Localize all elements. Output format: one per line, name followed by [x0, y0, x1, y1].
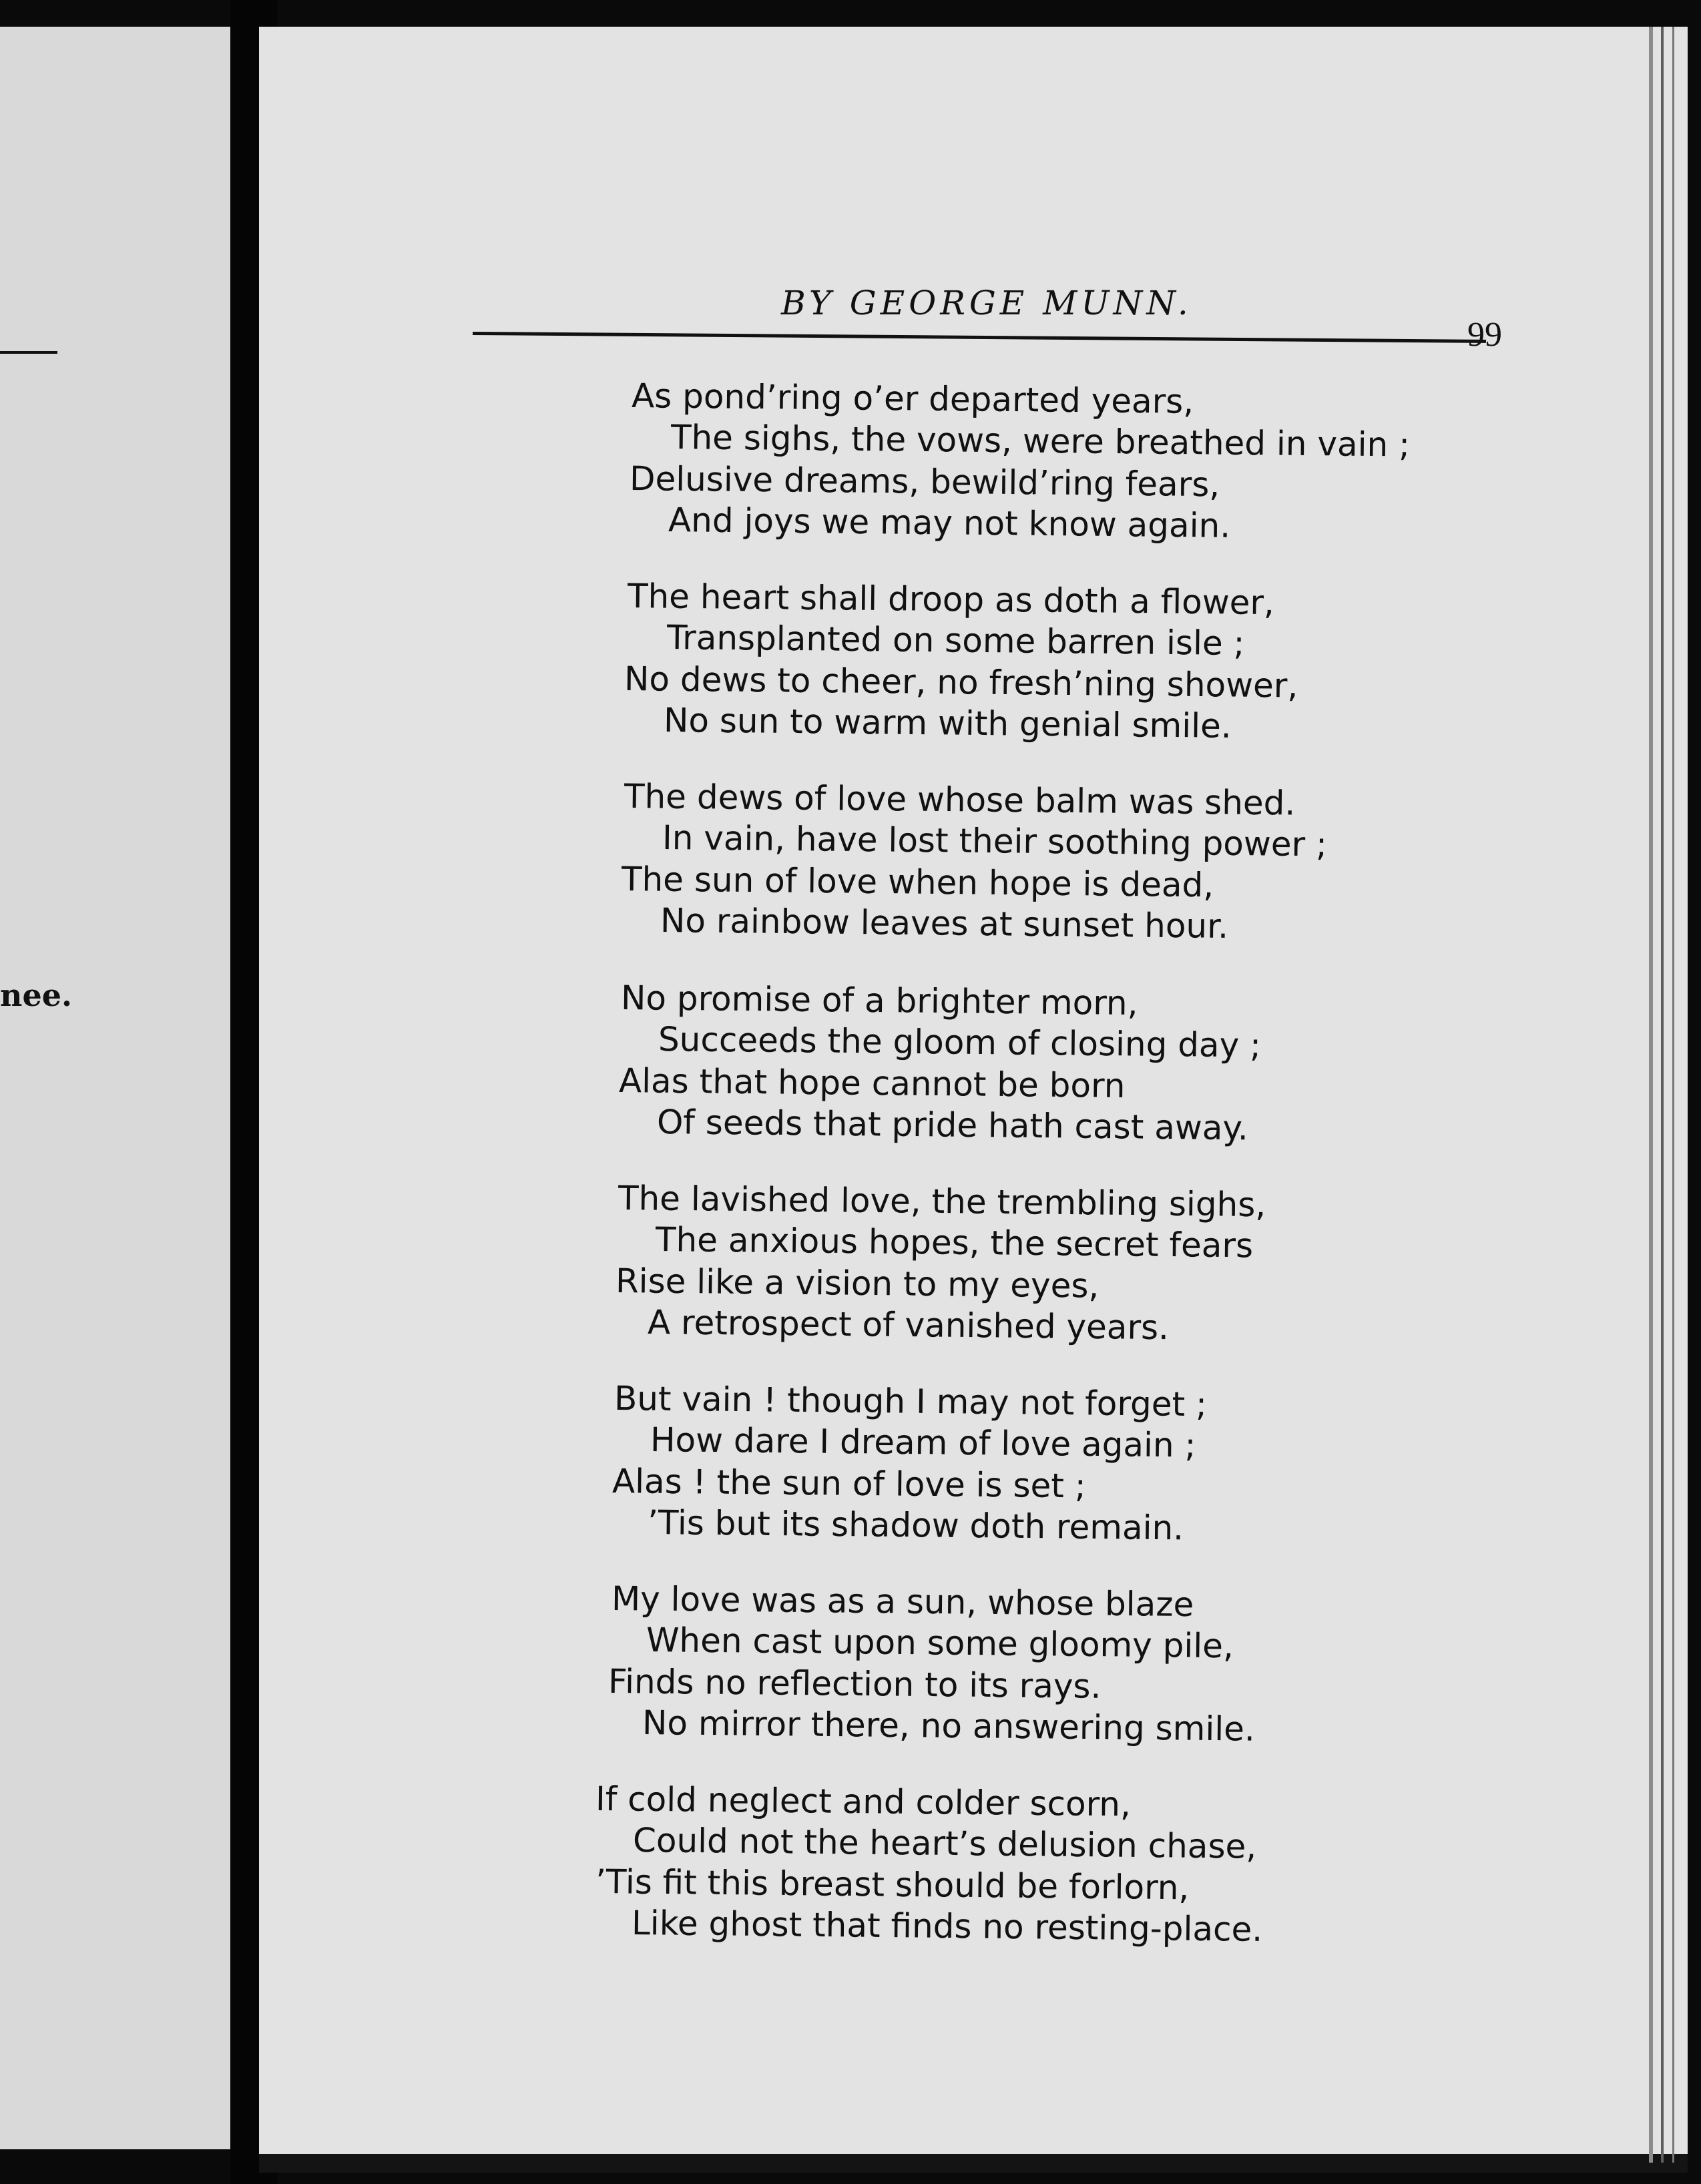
poem-line: The lavished love, the trembling sighs,: [618, 1179, 1266, 1225]
poem-line: Alas ! the sun of love is set ;: [612, 1462, 1086, 1506]
page-edge: [1672, 27, 1674, 2163]
poem-line: The sun of love when hope is dead,: [621, 860, 1214, 905]
page-edge: [1649, 27, 1653, 2163]
poem-line: When cast upon some gloomy pile,: [646, 1621, 1234, 1666]
poem-line: Could not the heart’s delusion chase,: [632, 1821, 1257, 1866]
poem-line: And joys we may not know again.: [668, 501, 1231, 545]
poem-line: No promise of a brighter morn,: [620, 979, 1138, 1023]
poem-line: ’Tis fit this breast should be forlorn,: [595, 1862, 1190, 1908]
poem-line: Finds no reflection to its rays.: [608, 1662, 1102, 1706]
poem-line: But vain ! though I may not forget ;: [614, 1379, 1208, 1424]
poem-line: A retrospect of vanished years.: [647, 1303, 1170, 1348]
page-number: 99: [1467, 316, 1502, 354]
poem-line: My love was as a sun, whose blaze: [611, 1579, 1194, 1625]
poem-line: Alas that hope cannot be born: [618, 1061, 1126, 1105]
poem-line: No sun to warm with genial smile.: [663, 701, 1232, 746]
poem-line: No mirror there, no answering smile.: [642, 1703, 1256, 1749]
poem-line: No rainbow leaves at sunset hour.: [660, 901, 1229, 946]
poem-line: No dews to cheer, no fresh’ning shower,: [624, 659, 1298, 706]
poem-line: Delusive dreams, bewild’ring fears,: [629, 459, 1220, 505]
poem-line: Like ghost that finds no resting-place.: [631, 1904, 1263, 1949]
poem-line: The dews of love whose balm was shed.: [624, 777, 1296, 823]
previous-page-rule: [0, 351, 57, 354]
poem: [259, 27, 1688, 2173]
poem-line: The sighs, the vows, were breathed in vain ;: [670, 418, 1411, 465]
page-bottom-shadow: [259, 2154, 1688, 2173]
poem-line: ’Tis but its shadow doth remain.: [647, 1503, 1184, 1548]
poem-line: The anxious hopes, the secret fears: [655, 1220, 1254, 1266]
poem-line: Succeeds the gloom of closing day ;: [658, 1020, 1262, 1065]
previous-page-text-fragment: nee.: [0, 977, 72, 1013]
poem-line: Rise like a vision to my eyes,: [615, 1262, 1100, 1306]
poem-line: Transplanted on some barren isle ;: [666, 618, 1245, 663]
poem-line: The heart shall droop as doth a flower,: [627, 577, 1275, 623]
poem-line: As pond’ring o’er departed years,: [631, 376, 1194, 421]
poem-line: If cold neglect and colder scorn,: [595, 1780, 1132, 1824]
previous-page: [0, 27, 230, 2149]
poem-line: In vain, have lost their soothing power ;: [662, 818, 1328, 864]
poem-line: Of seeds that pride hath cast away.: [656, 1103, 1249, 1148]
current-page: [259, 27, 1688, 2173]
poem-line: How dare I dream of love again ;: [650, 1420, 1196, 1465]
running-head: BY GEORGE MUNN.: [781, 284, 1192, 322]
page-edge: [1661, 27, 1664, 2163]
